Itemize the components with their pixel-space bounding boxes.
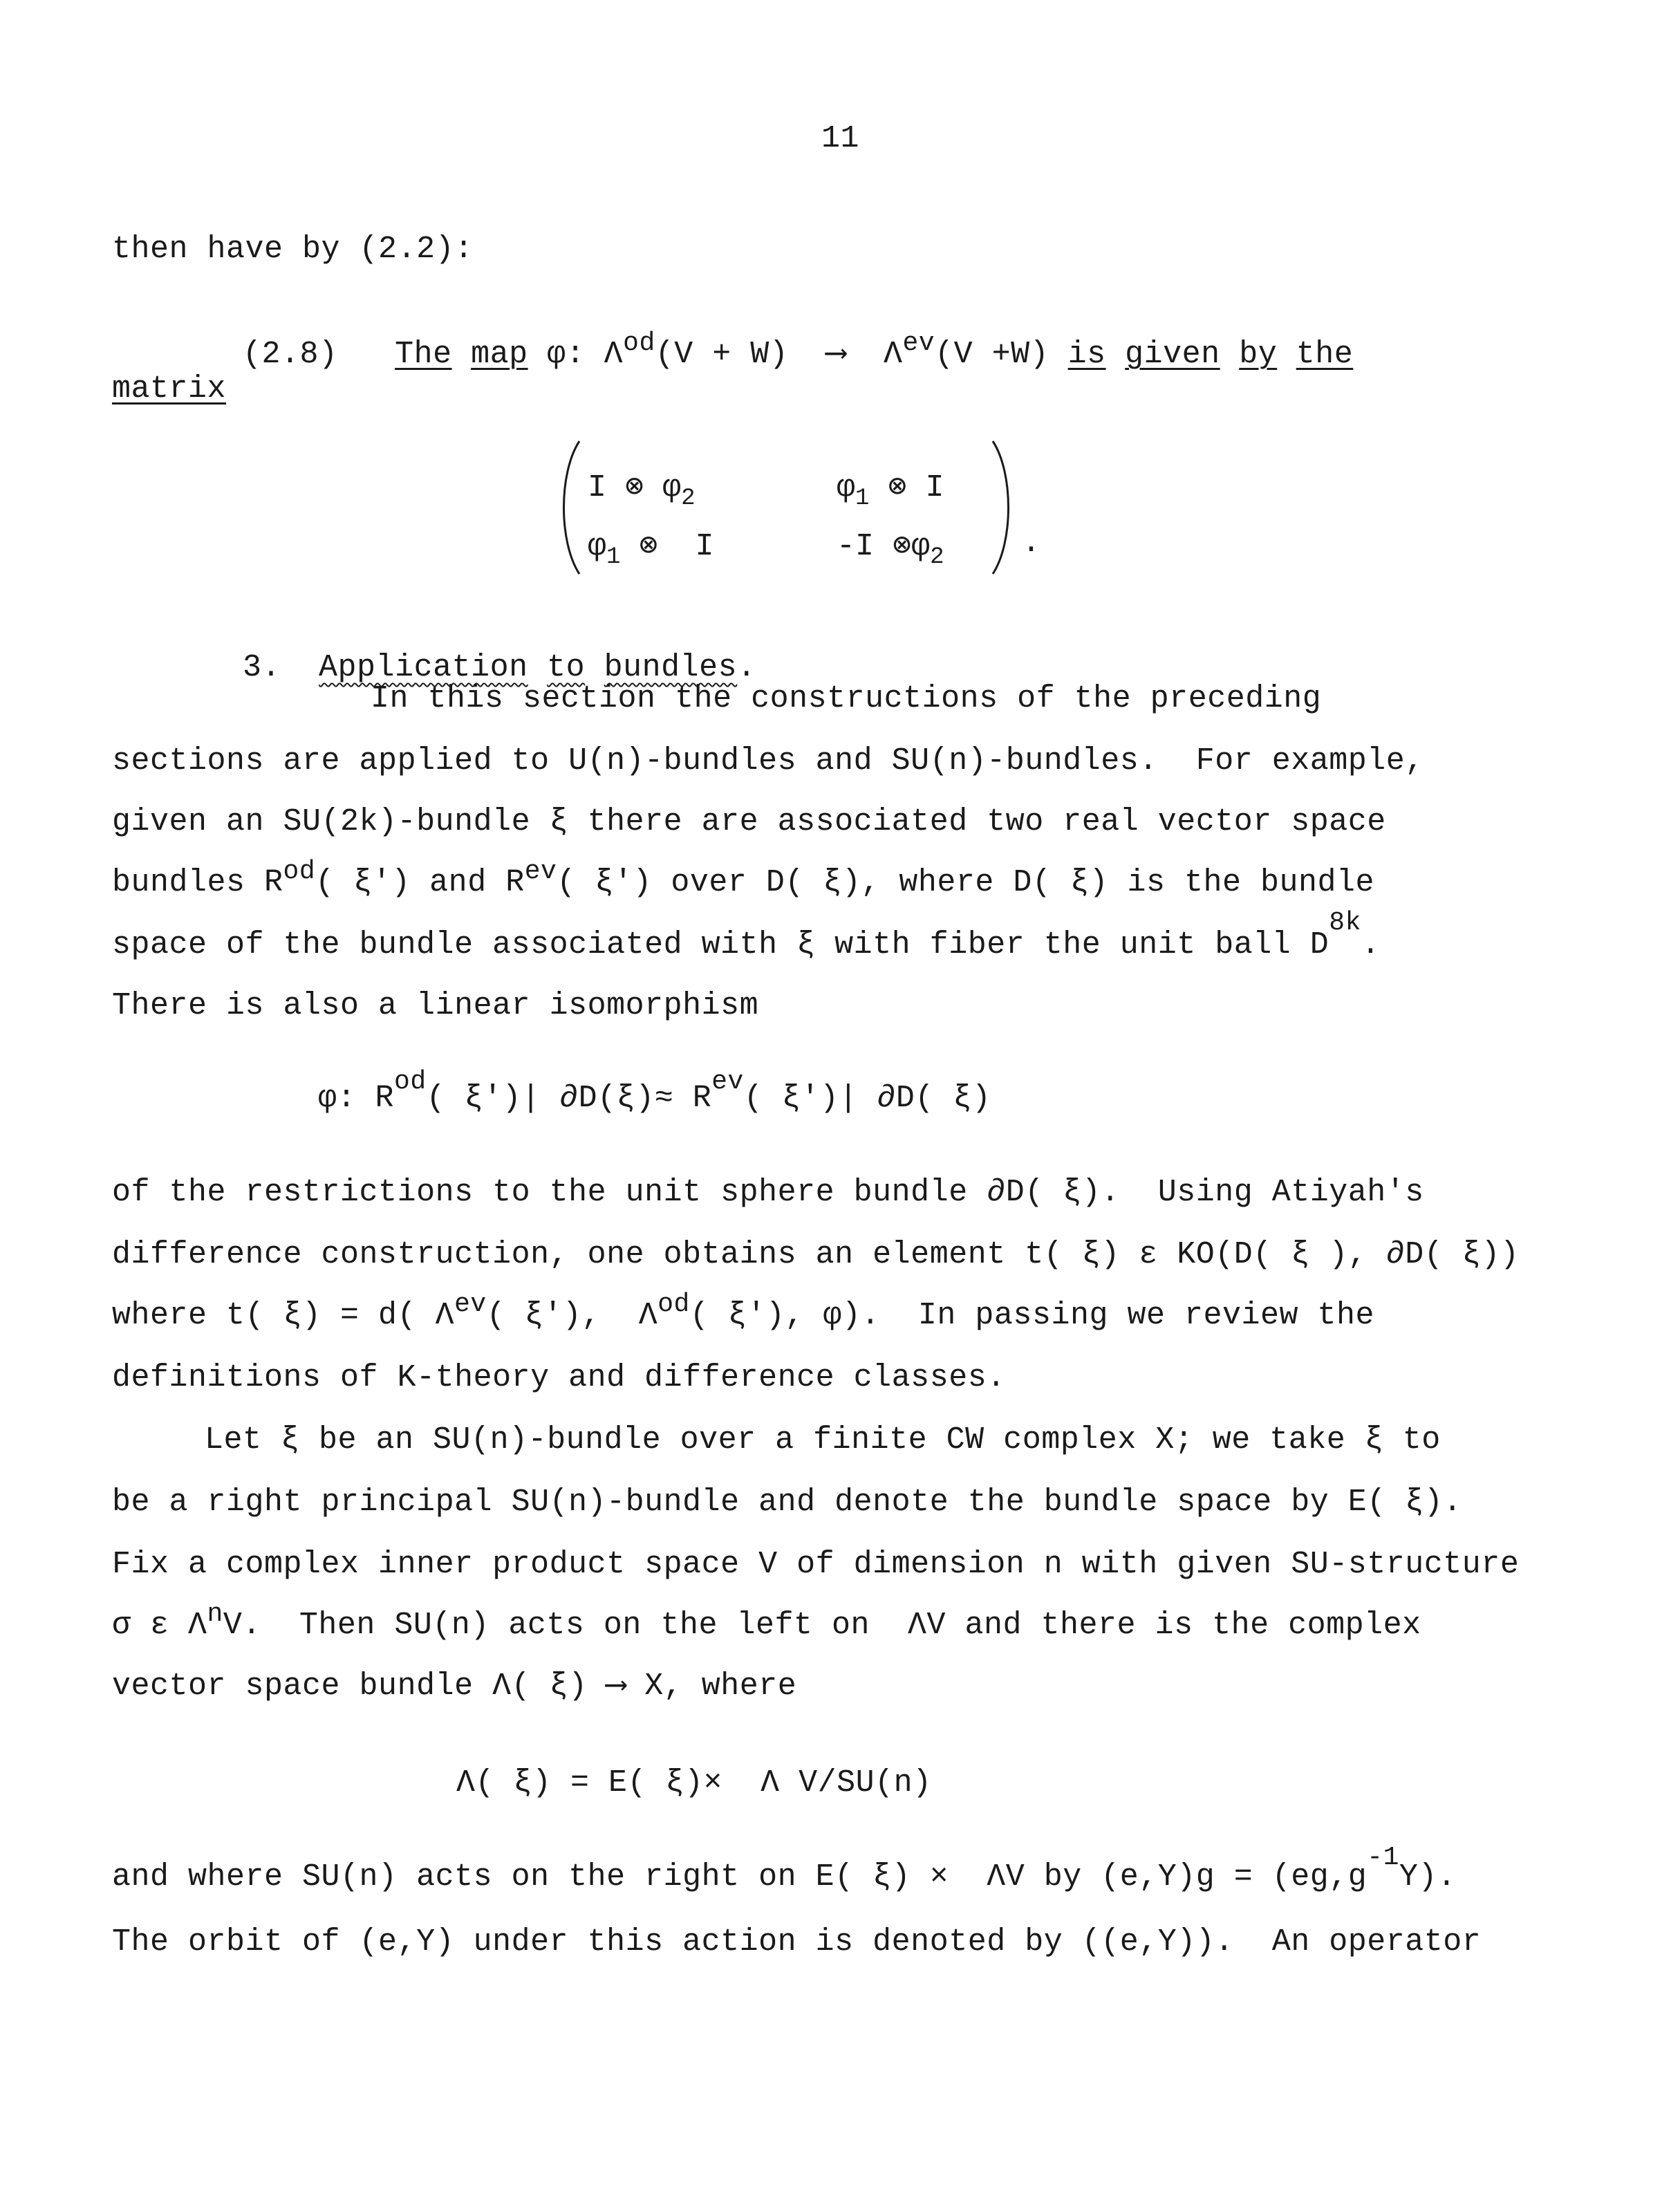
matrix [546,429,1044,581]
page-number: 11 [821,121,860,156]
text-line: vector space bundle Λ( ξ) ⟶ X, where [112,1669,797,1704]
lambda-symbol: Λ [604,337,624,372]
text-line: given an SU(2k)-bundle ξ there are associated two real vector space [112,804,1386,839]
left-paren [556,438,584,577]
underlined-word: by [1239,337,1278,372]
lambda-symbol: Λ [883,337,903,372]
display-equation: Λ( ξ) = E( ξ)× Λ V/SU(n) [456,1765,932,1801]
matrix-cell: $\varphi_1$ ⊗ I [588,529,714,570]
text-line: bundles $R^{od}$( ξ') and $R^{ev}$( ξ') over D( ξ), where D( ξ) is the bundle [112,857,1375,900]
proposition-2-8: (2.8) The map φ: $\Lambda^{od}(V + W)$ ⟶ $\Lambda^{ev}(V +W)$ is given by the [243,328,1354,372]
matrix-cell: -I $\otimes\varphi_2$ [837,529,944,570]
text-line: There is also a linear isomorphism [112,988,759,1023]
underlined-word: given [1125,337,1220,372]
text-line: sections are applied to U(n)-bundles and SU(n)-bundles. For example, [112,743,1424,779]
display-equation: φ: $R^{od}$( ξ')| $\partial D(\xi)\approx R^{ev}$( ξ')| ∂D( ξ) [318,1067,991,1116]
text-line: space of the bundle associated with ξ with fiber the unit ball $D^{8k}$. [112,908,1381,963]
text-line: In this section the constructions of the preceding [371,681,1322,716]
superscript: ev [902,328,935,358]
text-line: definitions of K-theory and difference classes. [112,1360,1006,1395]
equation-label: (2.8) [243,337,338,372]
section-heading: 3. Application to bundles. [243,650,756,685]
section-title: bundles [604,650,738,685]
section-title: Application [319,650,528,685]
superscript: od [623,328,655,358]
section-number: 3. [243,650,281,685]
arrow-symbol: ⟶ [826,337,846,372]
text-line: σ ε $\Lambda^nV$. Then SU(n) acts on the left on ΛV and there is the complex [112,1599,1421,1643]
underlined-word: map [471,337,528,372]
text-line: of the restrictions to the unit sphere bundle ∂D( ξ). Using Atiyah's [112,1175,1424,1210]
text-line: then have by (2.2): [112,232,474,267]
text-line: where t( ξ) = d( $\Lambda^{ev}$( ξ'), $\Lambda^{od}$( ξ'), φ). In passing we review the [112,1290,1375,1333]
phi-symbol: φ: [547,337,586,372]
section-title: to [547,650,586,685]
right-paren [989,438,1016,577]
text-line: The orbit of (e,Y) under this action is denoted by ((e,Y)). An operator [112,1924,1482,1960]
underlined-word: the [1296,337,1354,372]
text-line: Let ξ be an SU(n)-bundle over a finite CW complex X; we take ξ to [205,1422,1441,1458]
matrix-cell: I ⊗ $\varphi_2$ [588,470,696,512]
underlined-word: is [1067,337,1106,372]
underlined-word: matrix [112,371,227,407]
underlined-word: The [395,337,452,372]
text-line: difference construction, one obtains an element t( ξ) ε KO(D( ξ ), ∂D( ξ)) [112,1237,1520,1272]
text-line: Fix a complex inner product space V of dimension n with given SU-structure [112,1547,1520,1582]
text-line: and where SU(n) acts on the right on E( ξ) × ΛV by $(e,Y)g = (eg,g^{-1}Y)$. [112,1843,1457,1895]
matrix-end-dot: . [1022,526,1041,561]
matrix-cell: $\varphi_1$ ⊗ I [837,470,944,512]
text-line: be a right principal SU(n)-bundle and denote the bundle space by E( ξ). [112,1485,1462,1520]
